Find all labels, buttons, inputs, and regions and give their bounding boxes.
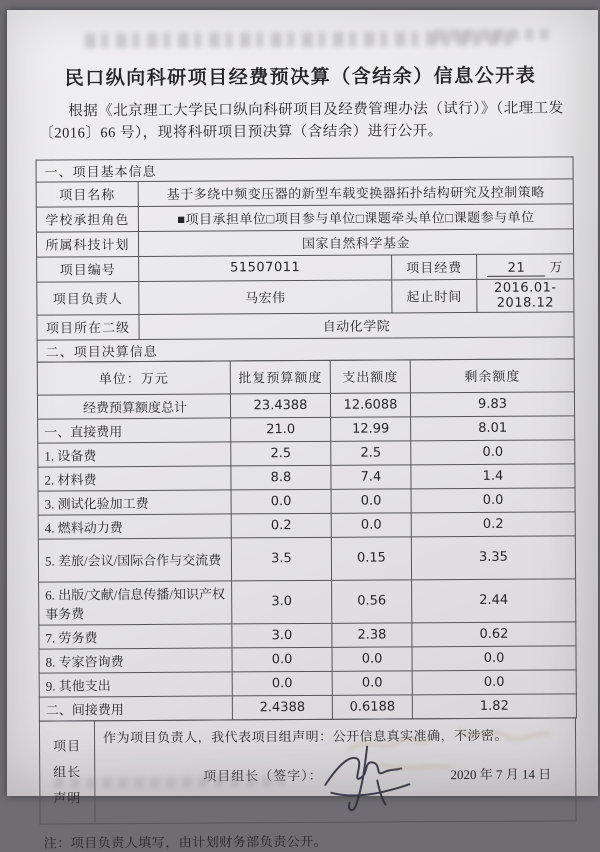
budget-approved: 0.0 bbox=[231, 489, 331, 514]
budget-remaining: 3.35 bbox=[411, 536, 575, 580]
project-name-label: 项目名称 bbox=[36, 181, 138, 207]
page-content bbox=[5, 8, 600, 851]
signature-date: 2020 年 7 月 14 日 bbox=[450, 766, 552, 783]
budget-remaining: 0.0 bbox=[411, 440, 575, 465]
department-row bbox=[37, 312, 574, 340]
declaration-side-label bbox=[39, 721, 95, 824]
budget-header-spent: 支出额度 bbox=[330, 360, 410, 393]
budget-spent: 12.99 bbox=[331, 417, 411, 441]
school-role-checkboxes: ■项目承担单位□项目参与单位□课题牵头单位□课题参与单位 bbox=[138, 204, 573, 232]
program-row bbox=[36, 229, 573, 257]
budget-remaining: 0.0 bbox=[411, 488, 575, 513]
school-role-row bbox=[36, 204, 573, 232]
budget-remaining: 9.83 bbox=[410, 392, 574, 417]
budget-approved: 0.0 bbox=[232, 647, 332, 672]
program-label: 所属科技计划 bbox=[36, 231, 138, 257]
funding-unit: 万 bbox=[549, 259, 563, 275]
budget-row-label: 2. 材料费 bbox=[38, 466, 231, 491]
budget-row-consulting bbox=[39, 646, 576, 673]
budget-row-label: 9. 其他支出 bbox=[39, 672, 232, 697]
budget-header-approved: 批复预算额度 bbox=[230, 360, 330, 394]
budget-spent: 0.0 bbox=[332, 647, 412, 671]
intro-paragraph: 根据《北京理工大学民口纵向科研项目及经费管理办法（试行）》（北理工发〔2016〕66 号），现将科研项目预决算（含结余）进行公开。 bbox=[39, 100, 564, 143]
project-number-label: 项目编号 bbox=[37, 256, 139, 282]
budget-spent: 0.56 bbox=[332, 580, 412, 623]
budget-spent: 12.6088 bbox=[330, 393, 410, 417]
budget-header-unit: 单位：万元 bbox=[37, 361, 230, 395]
department-value: 自动化学院 bbox=[139, 312, 574, 340]
budget-row-fuel bbox=[38, 512, 575, 539]
ink-bleedthrough-top-right bbox=[435, 28, 555, 41]
budget-row-label: 一、直接费用 bbox=[38, 418, 231, 443]
declaration-statement: 作为项目负责人，我代表项目组声明：公开信息真实准确，不涉密。 bbox=[102, 727, 509, 746]
project-number-value: 51507011 bbox=[139, 255, 392, 282]
budget-spent: 0.0 bbox=[331, 489, 411, 513]
budget-row-label: 4. 燃料动力费 bbox=[38, 514, 231, 539]
budget-approved: 0.2 bbox=[231, 513, 331, 538]
budget-approved: 23.4388 bbox=[230, 393, 330, 418]
budget-remaining: 0.62 bbox=[412, 622, 576, 647]
budget-remaining: 8.01 bbox=[411, 416, 575, 441]
program-value: 国家自然科学基金 bbox=[138, 229, 573, 257]
budget-approved: 3.0 bbox=[232, 623, 332, 648]
budget-table bbox=[37, 358, 577, 721]
budget-approved: 21.0 bbox=[231, 417, 331, 442]
department-label: 项目所在二级 bbox=[37, 314, 139, 340]
budget-row-equipment bbox=[38, 440, 575, 467]
budget-row-direct bbox=[38, 416, 575, 443]
side-label-line: 声明 bbox=[53, 790, 82, 806]
budget-spent: 0.15 bbox=[331, 537, 411, 580]
budget-remaining: 1.82 bbox=[412, 694, 576, 719]
paper-sheet bbox=[7, 10, 598, 851]
budget-row-publication bbox=[39, 579, 576, 625]
budget-row-label: 经费预算额度总计 bbox=[37, 394, 230, 419]
budget-remaining: 2.44 bbox=[412, 579, 576, 623]
budget-row-materials bbox=[38, 464, 575, 491]
ink-bleedthrough-top bbox=[85, 31, 515, 49]
budget-approved: 3.0 bbox=[232, 580, 332, 624]
duration-value: 2016.01-2018.12 bbox=[477, 279, 574, 313]
budget-spent: 0.0 bbox=[332, 671, 412, 695]
budget-header-remaining: 剩余额度 bbox=[410, 359, 574, 393]
budget-approved: 3.5 bbox=[231, 537, 331, 581]
page-title: 民口纵向科研项目经费预决算（含结余）信息公开表 bbox=[64, 65, 537, 90]
leader-row bbox=[37, 279, 574, 315]
budget-row-label: 7. 劳务费 bbox=[39, 624, 232, 649]
footnote: 注：项目负责人填写，由计划财务部负责公开。 bbox=[43, 833, 328, 851]
budget-spent: 2.38 bbox=[332, 623, 412, 647]
project-name-row bbox=[36, 179, 573, 207]
budget-row-label: 8. 专家咨询费 bbox=[39, 648, 232, 673]
budget-approved: 2.4388 bbox=[232, 695, 332, 720]
budget-row-label: 1. 设备费 bbox=[38, 442, 231, 467]
budget-remaining: 1.4 bbox=[411, 464, 575, 489]
budget-approved: 8.8 bbox=[231, 465, 331, 490]
project-number-row bbox=[37, 254, 574, 282]
budget-row-label: 5. 差旅/会议/国际合作与交流费 bbox=[38, 538, 231, 582]
funding-value bbox=[477, 254, 574, 280]
basic-info-table bbox=[36, 156, 575, 362]
budget-spent: 0.6188 bbox=[332, 695, 412, 719]
section-title-budget-info: 二、项目决算信息 bbox=[37, 337, 574, 362]
budget-row-total bbox=[37, 392, 574, 419]
budget-spent: 0.0 bbox=[331, 513, 411, 537]
budget-remaining: 0.0 bbox=[412, 670, 576, 695]
project-name-value: 基于多绕中频变压器的新型车载变换器拓扑结构研究及控制策略 bbox=[138, 179, 573, 207]
budget-row-testing bbox=[38, 488, 575, 515]
funding-label: 项目经费 bbox=[392, 254, 477, 280]
signature-label: 项目组长（签字）： bbox=[203, 768, 323, 785]
budget-row-labor bbox=[39, 622, 576, 649]
budget-spent: 2.5 bbox=[331, 441, 411, 465]
school-role-label: 学校承担角色 bbox=[36, 206, 138, 232]
leader-value: 马宏伟 bbox=[139, 280, 392, 315]
budget-approved: 0.0 bbox=[232, 671, 332, 696]
budget-remaining: 0.2 bbox=[411, 512, 575, 537]
budget-row-other bbox=[39, 670, 576, 697]
section-row-basic-info bbox=[36, 157, 573, 182]
budget-row-label: 6. 出版/文献/信息传播/知识产权事务费 bbox=[39, 581, 232, 625]
budget-approved: 2.5 bbox=[231, 441, 331, 466]
budget-header-row bbox=[37, 359, 574, 395]
budget-remaining: 0.0 bbox=[412, 646, 576, 671]
funding-amount: 21 bbox=[487, 260, 545, 276]
side-label-line: 组长 bbox=[53, 764, 82, 780]
duration-label: 起止时间 bbox=[392, 279, 477, 313]
budget-row-travel bbox=[38, 536, 575, 582]
handwriting-bleedthrough bbox=[339, 708, 559, 779]
section-title-basic-info: 一、项目基本信息 bbox=[36, 157, 573, 182]
side-label-line: 项目 bbox=[53, 738, 82, 754]
budget-row-label: 二、间接费用 bbox=[39, 696, 232, 721]
budget-row-label: 3. 测试化验加工费 bbox=[38, 490, 231, 515]
leader-label: 项目负责人 bbox=[37, 281, 139, 315]
budget-spent: 7.4 bbox=[331, 465, 411, 489]
